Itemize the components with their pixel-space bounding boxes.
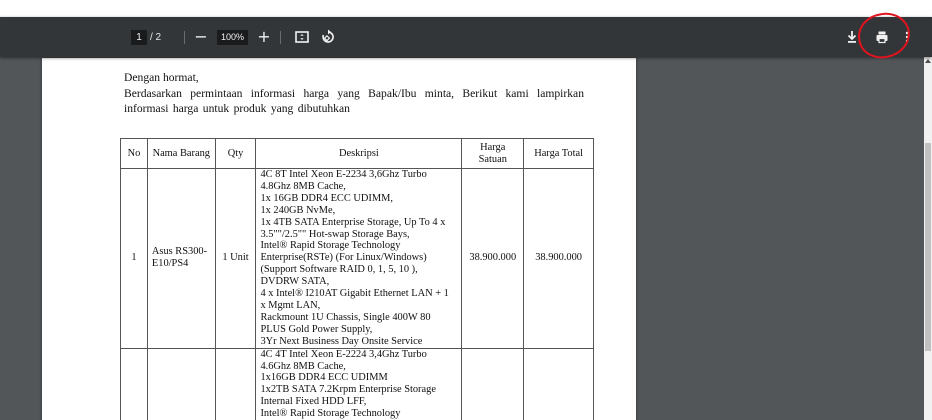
table-row — [121, 169, 594, 349]
header-harga-total: Harga Total — [524, 139, 594, 169]
print-button[interactable] — [872, 27, 892, 47]
desc-line: 1x 240GB NvMe, — [260, 204, 336, 216]
cell-deskripsi — [256, 169, 462, 349]
scrollbar-thumb[interactable] — [925, 143, 931, 351]
cell-no — [121, 348, 148, 420]
desc-line: 4.8Ghz 8MB Cache, — [260, 180, 346, 192]
pdf-page — [42, 58, 636, 420]
desc-line: 1x 16GB DDR4 ECC UDIMM, — [260, 192, 393, 204]
desc-line: 1x16GB DDR4 ECC UDIMM — [260, 372, 388, 384]
desc-line: Rackmount 1U Chassis, Single 400W 80 — [260, 311, 431, 323]
desc-line: PLUS Gold Power Supply, — [260, 323, 373, 335]
cell-harga-total — [524, 348, 594, 420]
desc-line: x Mgmt LAN, — [260, 299, 321, 311]
cell-harga-satuan: 38.900.000 — [462, 169, 524, 349]
pdf-viewer — [0, 57, 924, 420]
desc-line: Internal Fixed HDD LFF, — [260, 396, 367, 408]
page-number-input[interactable]: 1 — [131, 30, 147, 45]
fit-to-page-button[interactable] — [292, 27, 312, 47]
fit-to-page-icon — [292, 27, 312, 47]
letter-intro — [124, 70, 584, 117]
pdf-toolbar — [0, 17, 932, 57]
scroll-up-arrow-icon[interactable] — [925, 59, 931, 63]
table-row — [121, 348, 594, 420]
desc-line: 4C 4T Intel Xeon E-2224 3,4Ghz Turbo — [260, 348, 427, 360]
header-no: No — [121, 139, 148, 169]
desc-line: 3Yr Next Business Day Onsite Service — [260, 335, 423, 347]
toolbar-divider — [184, 31, 185, 44]
price-quote-table — [120, 138, 594, 420]
cell-deskripsi — [256, 348, 462, 420]
desc-line: Intel® Rapid Storage Technology — [260, 408, 401, 420]
desc-line: 4.6Ghz 8MB Cache, — [260, 360, 346, 372]
desc-line: 4C 8T Intel Xeon E-2234 3,6Ghz Turbo — [260, 169, 427, 180]
cell-harga-total: 38.900.000 — [524, 169, 594, 349]
table-header-row — [121, 139, 594, 169]
desc-line: 3.5""/2.5"" Hot-swap Storage Bays, — [260, 228, 410, 240]
desc-line: 4 x Intel® I210AT Gigabit Ethernet LAN + 1 — [260, 288, 449, 300]
zoom-level-input[interactable]: 100% — [217, 30, 248, 45]
zoom-out-button[interactable]: − — [194, 27, 208, 46]
page-count: / 2 — [150, 32, 162, 43]
download-button[interactable] — [842, 27, 862, 47]
cell-nama-barang: Asus RS300-E10/PS4 — [147, 169, 215, 349]
intro-paragraph: Berdasarkan permintaan informasi harga yang Bapak/Ibu minta, Berikut kami lampirkan informasi harga untuk produk yang dibutuhkan — [124, 86, 584, 115]
download-icon — [842, 27, 862, 47]
greeting: Dengan hormat, — [124, 71, 199, 84]
zoom-in-button[interactable]: + — [257, 27, 271, 46]
more-actions-button[interactable] — [902, 27, 912, 47]
header-nama-barang: Nama Barang — [147, 139, 215, 169]
desc-line: 1x2TB SATA 7.2Krpm Enterprise Storage — [260, 384, 436, 396]
header-qty: Qty — [215, 139, 256, 169]
toolbar-divider — [280, 31, 281, 44]
cell-no: 1 — [121, 169, 148, 349]
cell-qty — [215, 348, 256, 420]
browser-top-strip — [0, 0, 932, 17]
desc-line: 1x 4TB SATA Enterprise Storage, Up To 4 x — [260, 216, 446, 228]
rotate-button[interactable] — [318, 27, 338, 47]
desc-line: Intel® Rapid Storage Technology — [260, 240, 401, 252]
desc-line: DVDRW SATA, — [260, 276, 330, 288]
cell-qty: 1 Unit — [215, 169, 256, 349]
desc-line: (Support Software RAID 0, 1, 5, 10 ), — [260, 264, 418, 276]
cell-nama-barang — [147, 348, 215, 420]
header-harga-satuan: Harga Satuan — [462, 139, 524, 169]
print-icon — [872, 27, 892, 47]
more-vert-icon — [902, 27, 912, 47]
vertical-scrollbar[interactable] — [924, 57, 932, 420]
desc-line: Enterprise(RSTe) (For Linux/Windows) — [260, 252, 427, 264]
rotate-icon — [318, 27, 338, 47]
cell-harga-satuan — [462, 348, 524, 420]
header-deskripsi: Deskripsi — [256, 139, 462, 169]
